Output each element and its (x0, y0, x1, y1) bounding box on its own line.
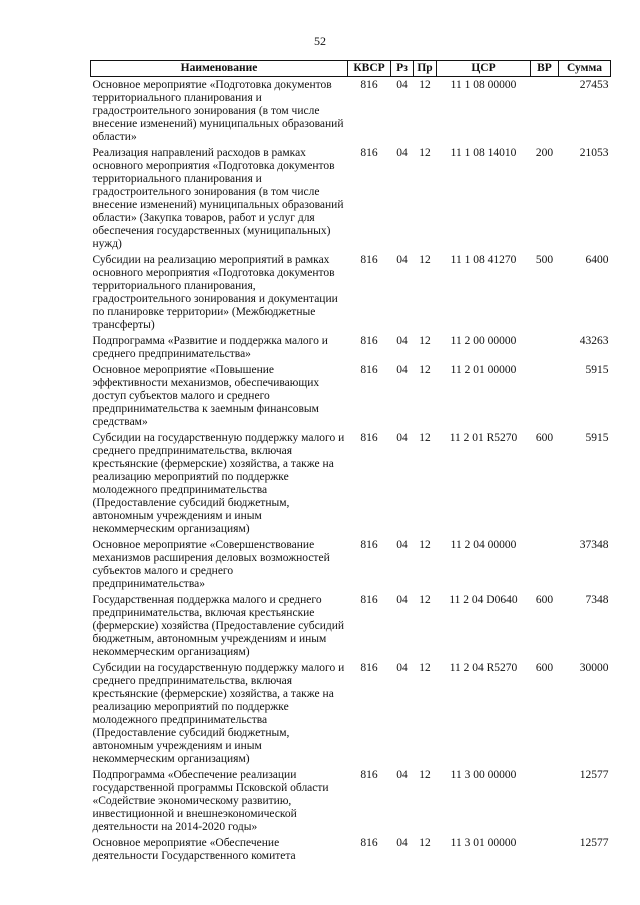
table-row (91, 835, 611, 864)
row-pr: 12 (419, 539, 431, 551)
row-kvsr: 816 (360, 769, 378, 781)
table-row (91, 77, 611, 146)
row-rz: 04 (396, 539, 408, 551)
row-kvsr: 816 (360, 662, 378, 674)
row-sum: 27453 (579, 79, 609, 91)
header-name: Наименование (91, 61, 348, 77)
row-vr (531, 537, 559, 592)
row-name: Основное мероприятие «Подготовка документов территориального планирования и градостроительного зонирования (в том числе внесение изменений) муниципальных образований области» (92, 79, 344, 143)
table-row (91, 592, 611, 660)
row-pr: 12 (419, 594, 431, 606)
row-kvsr: 816 (360, 837, 378, 849)
row-vr (531, 835, 559, 864)
row-rz: 04 (396, 254, 408, 266)
row-vr (531, 77, 559, 146)
row-kvsr: 816 (360, 364, 378, 376)
row-kvsr: 816 (360, 254, 378, 266)
table-body (91, 77, 611, 865)
row-rz: 04 (396, 79, 408, 91)
row-name: Субсидии на реализацию мероприятий в рамках основного мероприятия «Подготовка документов территориального планирования, градостроительного зонирования и документации по планировке территории» (Межбюджетные трансферты) (92, 254, 338, 331)
row-name: Подпрограмма «Развитие и поддержка малого и среднего предпринимательства» (92, 335, 328, 360)
row-name: Подпрограмма «Обеспечение реализации государственной программы Псковской области «Содействие экономическому развитию, инвестиционной и внешнеэкономической деятельности на 2014-2020 годы» (92, 769, 329, 833)
row-pr: 12 (419, 837, 431, 849)
row-sum: 30000 (579, 662, 609, 674)
row-name: Основное мероприятие «Обеспечение деятельности Государственного комитета (92, 837, 296, 862)
row-pr: 12 (419, 254, 431, 266)
row-kvsr: 816 (360, 79, 378, 91)
table-row (91, 537, 611, 592)
row-pr: 12 (419, 769, 431, 781)
row-vr: 500 (535, 254, 554, 266)
row-sum: 12577 (579, 769, 609, 781)
row-rz: 04 (396, 147, 408, 159)
row-vr (531, 767, 559, 835)
table-row (91, 430, 611, 537)
row-kvsr: 816 (360, 147, 378, 159)
row-name: Реализация направлений расходов в рамках основного мероприятия «Подготовка документов территориального планирования и градостроительного зонирования (в том числе внесение изменений) муниципальных образований области» (Закупка товаров, работ и услуг для обеспечения государственных (муниципальных) нужд) (92, 147, 344, 250)
table-header (91, 61, 611, 77)
budget-table (90, 60, 611, 864)
row-name: Субсидии на государственную поддержку малого и среднего предпринимательства, включая крестьянские (фермерские) хозяйства, а также на реализацию мероприятий по поддержке молодежного предпринимательства (Предоставление субсидий бюджетным, автономным учреждениям и иным некоммерческим организациям) (92, 662, 345, 765)
row-pr: 12 (419, 432, 431, 444)
row-kvsr: 816 (360, 594, 378, 606)
row-csr: 11 2 04 00000 (450, 539, 517, 551)
header-sum: Сумма (559, 61, 611, 77)
row-csr: 11 1 08 41270 (450, 254, 517, 266)
row-pr: 12 (419, 364, 431, 376)
row-csr: 11 3 00 00000 (450, 769, 517, 781)
row-name: Основное мероприятие «Повышение эффективности механизмов, обеспечивающих доступ субъектов малого и среднего предпринимательства к заемным финансовым средствам» (92, 364, 320, 428)
table-row (91, 145, 611, 252)
row-csr: 11 1 08 00000 (450, 79, 517, 91)
row-rz: 04 (396, 662, 408, 674)
page-number: 52 (314, 34, 326, 48)
row-csr: 11 2 01 R5270 (449, 432, 518, 444)
header-vr: ВР (531, 61, 559, 77)
row-rz: 04 (396, 837, 408, 849)
row-sum: 7348 (585, 594, 609, 606)
row-rz: 04 (396, 594, 408, 606)
row-pr: 12 (419, 147, 431, 159)
row-pr: 12 (419, 79, 431, 91)
table-row (91, 252, 611, 333)
row-csr: 11 2 04 D0640 (449, 594, 518, 606)
row-vr (531, 362, 559, 430)
row-name: Основное мероприятие «Совершенствование механизмов расширения деловых возможностей субъектов малого и среднего предпринимательства» (92, 539, 330, 590)
row-csr: 11 3 01 00000 (450, 837, 517, 849)
row-rz: 04 (396, 335, 408, 347)
row-sum: 21053 (579, 147, 609, 159)
row-sum: 5915 (585, 364, 609, 376)
row-vr: 200 (535, 147, 554, 159)
row-vr: 600 (535, 594, 554, 606)
row-pr: 12 (419, 335, 431, 347)
header-kvsr: КВСР (348, 61, 391, 77)
row-rz: 04 (396, 769, 408, 781)
row-sum: 37348 (579, 539, 609, 551)
header-pr: Пр (414, 61, 437, 77)
row-csr: 11 2 00 00000 (450, 335, 517, 347)
row-pr: 12 (419, 662, 431, 674)
row-kvsr: 816 (360, 335, 378, 347)
row-rz: 04 (396, 432, 408, 444)
table-row (91, 362, 611, 430)
row-vr (531, 333, 559, 362)
row-sum: 5915 (585, 432, 609, 444)
row-csr: 11 1 08 14010 (450, 147, 517, 159)
header-csr: ЦСР (437, 61, 531, 77)
row-name: Государственная поддержка малого и среднего предпринимательства, включая крестьянские (фермерские) хозяйства (Предоставление субсидий бюджетным, автономным учреждениям и иным некоммерческим организациям) (92, 594, 345, 658)
row-kvsr: 816 (360, 432, 378, 444)
table-row (91, 333, 611, 362)
row-sum: 43263 (579, 335, 609, 347)
table-row (91, 660, 611, 767)
row-name: Субсидии на государственную поддержку малого и среднего предпринимательства, включая крестьянские (фермерские) хозяйства, а также на реализацию мероприятий по поддержке молодежного предпринимательства (Предоставление субсидий бюджетным, автономным учреждениям и иным некоммерческим организациям) (92, 432, 345, 535)
row-vr: 600 (535, 662, 554, 674)
row-rz: 04 (396, 364, 408, 376)
row-vr: 600 (535, 432, 554, 444)
header-rz: Рз (391, 61, 414, 77)
table-row (91, 767, 611, 835)
row-sum: 12577 (579, 837, 609, 849)
row-sum: 6400 (585, 254, 609, 266)
row-kvsr: 816 (360, 539, 378, 551)
row-csr: 11 2 01 00000 (450, 364, 517, 376)
row-csr: 11 2 04 R5270 (449, 662, 518, 674)
